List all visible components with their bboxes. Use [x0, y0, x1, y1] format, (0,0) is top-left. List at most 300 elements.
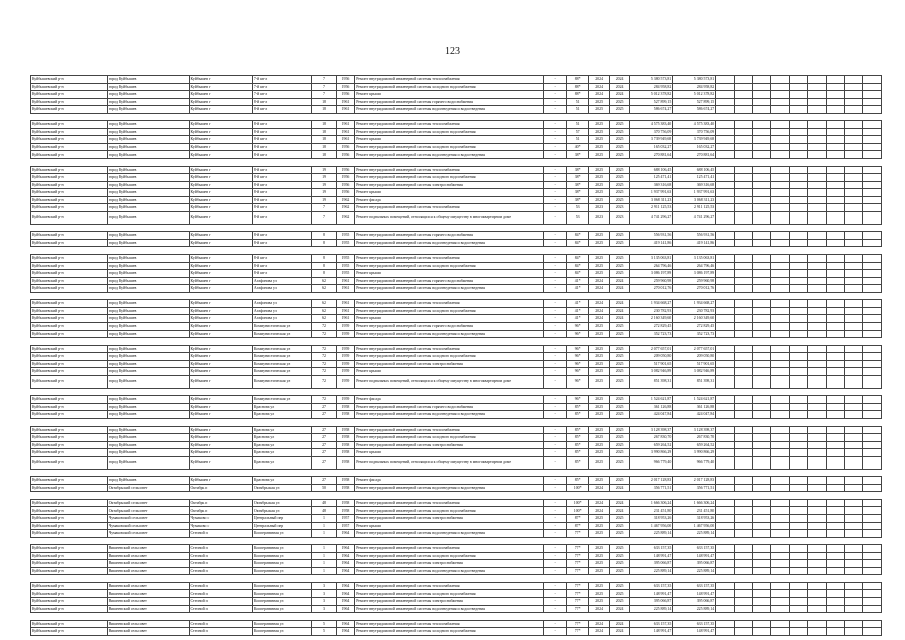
cell-cost-total: 3 086 197,89: [630, 270, 673, 278]
cell-year: 1958: [336, 441, 354, 449]
cell-wear: 77*: [566, 628, 589, 636]
table-row: [31, 456, 882, 469]
cell-wear: 84*: [566, 239, 589, 247]
cell-house: 19: [312, 189, 337, 197]
cell-year: 1956: [336, 76, 354, 84]
cell-municipality: город Куйбышев: [107, 211, 189, 224]
table-gap-row: [31, 113, 882, 121]
cell-empty: [863, 98, 882, 106]
cell-empty: [716, 181, 734, 189]
cell-empty: [753, 360, 771, 368]
cell-district: Куйбышевский р-н: [31, 315, 108, 323]
cell-plan-end: 2025: [609, 151, 629, 159]
cell-street: Агафонова ул: [252, 307, 311, 315]
cell-empty: [734, 196, 752, 204]
cell-empty: [753, 396, 771, 404]
cell-dash: -: [544, 449, 567, 457]
cell-work-type: Ремонт внутридомовой инженерной системы электроснабжения: [355, 560, 544, 568]
cell-settlement: Куйбышев г: [189, 174, 252, 182]
cell-cost-fund: 352 723,73: [673, 330, 716, 338]
cell-settlement: Куйбышев г: [189, 232, 252, 240]
cell-street: 7-й кв-л: [252, 91, 311, 99]
table-row: [31, 322, 882, 330]
cell-house: 48: [312, 499, 337, 507]
cell-empty: [826, 322, 844, 330]
cell-empty: [716, 315, 734, 323]
cell-empty: [771, 605, 789, 613]
cell-empty: [734, 598, 752, 606]
cell-empty: [826, 484, 844, 492]
cell-year: 1962: [336, 204, 354, 212]
table-row: [31, 477, 882, 485]
cell-empty: [753, 545, 771, 553]
cell-settlement: Куйбышев г: [189, 128, 252, 136]
cell-settlement: Куйбышев г: [189, 300, 252, 308]
table-row: [31, 522, 882, 530]
cell-wear: 38*: [566, 166, 589, 174]
cell-street: Коммунистическая ул: [252, 330, 311, 338]
cell-work-type: Ремонт внутридомовой инженерной системы холодного водоснабжения: [355, 83, 544, 91]
gap-cell: [31, 469, 882, 477]
cell-district: Куйбышевский р-н: [31, 196, 108, 204]
cell-empty: [753, 211, 771, 224]
cell-empty: [826, 307, 844, 315]
cell-year: 1956: [336, 143, 354, 151]
cell-cost-fund: 395 066,87: [673, 598, 716, 606]
cell-year: 1958: [336, 507, 354, 515]
cell-empty: [753, 484, 771, 492]
cell-plan-end: 2024: [609, 307, 629, 315]
cell-empty: [753, 121, 771, 129]
cell-dash: -: [544, 545, 567, 553]
cell-municipality: Октябрьский сельсовет: [107, 507, 189, 515]
cell-plan-end: 2025: [609, 368, 629, 376]
table-gap-row: [31, 292, 882, 300]
cell-district: Куйбышевский р-н: [31, 345, 108, 353]
cell-work-type: Ремонт крыши: [355, 270, 544, 278]
cell-plan-end: 2025: [609, 270, 629, 278]
cell-empty: [826, 98, 844, 106]
cell-empty: [716, 166, 734, 174]
cell-cost-total: 209 050,80: [630, 353, 673, 361]
cell-plan-start: 2025: [589, 522, 609, 530]
cell-empty: [826, 151, 844, 159]
cell-empty: [789, 211, 807, 224]
cell-empty: [808, 567, 826, 575]
cell-empty: [789, 375, 807, 388]
gap-cell: [31, 613, 882, 621]
cell-empty: [789, 522, 807, 530]
table-row: [31, 628, 882, 636]
cell-empty: [808, 449, 826, 457]
cell-municipality: город Куйбышев: [107, 330, 189, 338]
cell-empty: [808, 166, 826, 174]
cell-district: Куйбышевский р-н: [31, 375, 108, 388]
cell-empty: [808, 174, 826, 182]
cell-year: 1961: [336, 315, 354, 323]
cell-empty: [826, 174, 844, 182]
cell-settlement: Октябрь п: [189, 484, 252, 492]
cell-plan-start: 2025: [589, 368, 609, 376]
cell-municipality: город Куйбышев: [107, 121, 189, 129]
cell-empty: [826, 330, 844, 338]
cell-empty: [863, 507, 882, 515]
cell-empty: [716, 530, 734, 538]
cell-empty: [734, 560, 752, 568]
cell-empty: [826, 91, 844, 99]
cell-empty: [734, 189, 752, 197]
cell-dash: -: [544, 582, 567, 590]
cell-dash: -: [544, 262, 567, 270]
cell-plan-end: 2025: [609, 590, 629, 598]
cell-empty: [716, 434, 734, 442]
cell-empty: [863, 181, 882, 189]
cell-empty: [826, 545, 844, 553]
cell-cost-fund: 361 126,88: [673, 403, 716, 411]
cell-empty: [716, 204, 734, 212]
cell-empty: [826, 189, 844, 197]
cell-empty: [771, 396, 789, 404]
cell-street: Агафонова ул: [252, 277, 311, 285]
cell-house: 8: [312, 239, 337, 247]
cell-year: 1959: [336, 360, 354, 368]
cell-district: Куйбышевский р-н: [31, 204, 108, 212]
cell-settlement: Куйбышев г: [189, 345, 252, 353]
cell-district: Куйбышевский р-н: [31, 426, 108, 434]
table-gap-row: [31, 224, 882, 232]
table-row: [31, 449, 882, 457]
cell-empty: [845, 307, 863, 315]
cell-municipality: город Куйбышев: [107, 255, 189, 263]
cell-empty: [716, 582, 734, 590]
cell-street: Коммунистическая ул: [252, 345, 311, 353]
cell-empty: [863, 166, 882, 174]
cell-work-type: Ремонт внутридомовой инженерной системы холодного водоснабжения: [355, 628, 544, 636]
cell-empty: [826, 83, 844, 91]
cell-plan-start: 2025: [589, 262, 609, 270]
cell-empty: [863, 499, 882, 507]
cell-plan-start: 2025: [589, 375, 609, 388]
table-row: [31, 181, 882, 189]
cell-municipality: город Куйбышев: [107, 262, 189, 270]
cell-house: 72: [312, 330, 337, 338]
cell-empty: [808, 522, 826, 530]
cell-dash: -: [544, 530, 567, 538]
cell-empty: [753, 151, 771, 159]
cell-wear: 77*: [566, 530, 589, 538]
cell-empty: [716, 322, 734, 330]
cell-empty: [845, 477, 863, 485]
cell-settlement: Степной п: [189, 598, 252, 606]
cell-empty: [845, 434, 863, 442]
cell-settlement: Куйбышев г: [189, 196, 252, 204]
table-row: [31, 83, 882, 91]
cell-year: 1961: [336, 285, 354, 293]
cell-empty: [734, 620, 752, 628]
cell-empty: [845, 98, 863, 106]
cell-empty: [863, 211, 882, 224]
cell-empty: [863, 136, 882, 144]
cell-empty: [734, 530, 752, 538]
cell-empty: [826, 449, 844, 457]
cell-empty: [789, 83, 807, 91]
cell-district: Куйбышевский р-н: [31, 121, 108, 129]
cell-house: 5: [312, 620, 337, 628]
cell-empty: [845, 83, 863, 91]
gap-cell: [31, 418, 882, 426]
table-row: [31, 345, 882, 353]
cell-year: 1962: [336, 196, 354, 204]
cell-cost-fund: 369 316,68: [673, 181, 716, 189]
cell-empty: [734, 136, 752, 144]
cell-empty: [734, 307, 752, 315]
cell-dash: -: [544, 330, 567, 338]
cell-wear: 53: [566, 211, 589, 224]
cell-empty: [826, 300, 844, 308]
cell-plan-end: 2025: [609, 360, 629, 368]
cell-empty: [753, 136, 771, 144]
cell-cost-fund: 5 380 573,81: [673, 76, 716, 84]
cell-empty: [716, 128, 734, 136]
cell-settlement: Куйбышев г: [189, 449, 252, 457]
cell-work-type: Ремонт внутридомовой инженерной системы теплоснабжения: [355, 545, 544, 553]
cell-cost-total: 225 889,14: [630, 530, 673, 538]
cell-cost-total: 3 128 398,37: [630, 426, 673, 434]
cell-empty: [753, 128, 771, 136]
cell-year: 1958: [336, 456, 354, 469]
cell-empty: [716, 232, 734, 240]
cell-empty: [789, 353, 807, 361]
cell-empty: [789, 582, 807, 590]
cell-empty: [863, 204, 882, 212]
table-row: [31, 91, 882, 99]
cell-street: Октябрьская ул: [252, 484, 311, 492]
cell-empty: [753, 196, 771, 204]
cell-cost-fund: 148 991,47: [673, 552, 716, 560]
cell-empty: [808, 484, 826, 492]
cell-empty: [845, 582, 863, 590]
cell-cost-fund: 395 066,87: [673, 560, 716, 568]
cell-empty: [789, 322, 807, 330]
cell-empty: [863, 434, 882, 442]
cell-settlement: Степной п: [189, 620, 252, 628]
cell-year: 1964: [336, 628, 354, 636]
cell-wear: 85*: [566, 456, 589, 469]
cell-empty: [845, 255, 863, 263]
cell-year: 1958: [336, 411, 354, 419]
cell-cost-fund: 851 398,31: [673, 375, 716, 388]
cell-municipality: город Куйбышев: [107, 449, 189, 457]
cell-wear: 41*: [566, 277, 589, 285]
cell-plan-end: 2025: [609, 345, 629, 353]
cell-empty: [734, 121, 752, 129]
cell-empty: [753, 204, 771, 212]
table-row: [31, 239, 882, 247]
table-row: [31, 560, 882, 568]
cell-empty: [716, 98, 734, 106]
table-row: [31, 300, 882, 308]
cell-district: Куйбышевский р-н: [31, 270, 108, 278]
cell-plan-start: 2025: [589, 567, 609, 575]
cell-house: 1: [312, 560, 337, 568]
cell-empty: [826, 499, 844, 507]
cell-empty: [753, 315, 771, 323]
cell-empty: [808, 552, 826, 560]
cell-district: Куйбышевский р-н: [31, 507, 108, 515]
cell-house: 3: [312, 598, 337, 606]
cell-empty: [771, 76, 789, 84]
cell-work-type: Ремонт внутридомовой инженерной системы горячего водоснабжения: [355, 98, 544, 106]
cell-empty: [826, 121, 844, 129]
cell-empty: [771, 368, 789, 376]
cell-plan-end: 2025: [609, 560, 629, 568]
cell-plan-end: 2025: [609, 530, 629, 538]
cell-dash: -: [544, 204, 567, 212]
cell-year: 1959: [336, 396, 354, 404]
cell-empty: [771, 403, 789, 411]
cell-wear: 51: [566, 121, 589, 129]
cell-work-type: Ремонт подвальных помещений, относящихся к общему имуществу в многоквартирном доме: [355, 211, 544, 224]
cell-empty: [716, 477, 734, 485]
cell-empty: [734, 76, 752, 84]
cell-cost-total: 1 524 621,87: [630, 396, 673, 404]
cell-cost-total: 1 934 668,27: [630, 300, 673, 308]
cell-empty: [734, 300, 752, 308]
cell-cost-total: 148 991,47: [630, 628, 673, 636]
cell-empty: [863, 270, 882, 278]
cell-street: Краснова ул: [252, 434, 311, 442]
cell-empty: [753, 330, 771, 338]
cell-empty: [826, 262, 844, 270]
cell-wear: 77*: [566, 620, 589, 628]
cell-empty: [863, 484, 882, 492]
cell-dash: -: [544, 121, 567, 129]
cell-dash: -: [544, 98, 567, 106]
cell-empty: [771, 620, 789, 628]
cell-empty: [716, 590, 734, 598]
cell-street: Кооперативная ул: [252, 567, 311, 575]
cell-street: Коммунистическая ул: [252, 360, 311, 368]
cell-work-type: Ремонт внутридомовой инженерной системы водоотведения и водоотведения: [355, 411, 544, 419]
cell-wear: 96*: [566, 353, 589, 361]
cell-empty: [826, 375, 844, 388]
cell-municipality: Вишневский сельсовет: [107, 567, 189, 575]
cell-wear: 77*: [566, 605, 589, 613]
cell-year: 1964: [336, 552, 354, 560]
cell-empty: [734, 211, 752, 224]
cell-house: 72: [312, 322, 337, 330]
cell-empty: [845, 499, 863, 507]
cell-cost-fund: 259 960,98: [673, 277, 716, 285]
cell-settlement: Степной п: [189, 590, 252, 598]
cell-cost-total: 267 830,70: [630, 434, 673, 442]
cell-work-type: Ремонт внутридомовой инженерной системы электроснабжения: [355, 360, 544, 368]
cell-cost-total: 5 012 378,82: [630, 91, 673, 99]
cell-year: 1955: [336, 255, 354, 263]
cell-empty: [734, 151, 752, 159]
cell-wear: 100*: [566, 507, 589, 515]
cell-municipality: Вишневский сельсовет: [107, 582, 189, 590]
cell-empty: [789, 181, 807, 189]
cell-municipality: Вишневский сельсовет: [107, 628, 189, 636]
cell-empty: [845, 232, 863, 240]
cell-empty: [826, 530, 844, 538]
cell-empty: [789, 204, 807, 212]
cell-plan-end: 2025: [609, 456, 629, 469]
cell-empty: [789, 507, 807, 515]
cell-plan-end: 2024: [609, 277, 629, 285]
cell-empty: [863, 106, 882, 114]
cell-street: Коммунистическая ул: [252, 396, 311, 404]
cell-district: Куйбышевский р-н: [31, 91, 108, 99]
cell-house: 27: [312, 403, 337, 411]
table-row: [31, 174, 882, 182]
cell-work-type: Ремонт внутридомовой инженерной системы холодного водоснабжения: [355, 353, 544, 361]
cell-empty: [716, 403, 734, 411]
cell-empty: [753, 426, 771, 434]
cell-year: 1955: [336, 270, 354, 278]
cell-empty: [845, 530, 863, 538]
cell-empty: [826, 514, 844, 522]
cell-empty: [716, 560, 734, 568]
cell-empty: [808, 411, 826, 419]
cell-wear: 40*: [566, 143, 589, 151]
cell-street: Кооперативная ул: [252, 628, 311, 636]
cell-empty: [771, 196, 789, 204]
cell-municipality: Чумаковский сельсовет: [107, 530, 189, 538]
cell-house: 27: [312, 477, 337, 485]
cell-cost-fund: 231 451,80: [673, 507, 716, 515]
cell-cost-fund: 3 086 197,89: [673, 270, 716, 278]
cell-empty: [845, 484, 863, 492]
cell-empty: [753, 166, 771, 174]
cell-empty: [753, 456, 771, 469]
cell-empty: [826, 136, 844, 144]
cell-year: 1964: [336, 567, 354, 575]
cell-year: 1962: [336, 211, 354, 224]
cell-district: Куйбышевский р-н: [31, 151, 108, 159]
table-row: [31, 368, 882, 376]
cell-empty: [845, 403, 863, 411]
repair-program-table: [30, 75, 882, 636]
cell-work-type: Ремонт внутридомовой инженерной системы теплоснабжения: [355, 76, 544, 84]
cell-house: 18: [312, 136, 337, 144]
cell-cost-total: 4 741 296,27: [630, 211, 673, 224]
cell-empty: [771, 375, 789, 388]
cell-street: 8-й кв-л: [252, 255, 311, 263]
cell-empty: [789, 456, 807, 469]
cell-wear: 51: [566, 136, 589, 144]
cell-plan-start: 2025: [589, 106, 609, 114]
cell-cost-total: 556 931,56: [630, 232, 673, 240]
cell-empty: [771, 277, 789, 285]
cell-plan-end: 2025: [609, 189, 629, 197]
cell-house: 7: [312, 91, 337, 99]
cell-dash: -: [544, 590, 567, 598]
cell-dash: -: [544, 522, 567, 530]
cell-year: 1964: [336, 590, 354, 598]
cell-empty: [753, 91, 771, 99]
cell-empty: [734, 449, 752, 457]
cell-house: 62: [312, 315, 337, 323]
cell-empty: [845, 426, 863, 434]
cell-municipality: Вишневский сельсовет: [107, 560, 189, 568]
cell-cost-total: 3 739 949,68: [630, 136, 673, 144]
cell-year: 1955: [336, 262, 354, 270]
cell-cost-fund: 633 157,35: [673, 620, 716, 628]
table-row: [31, 270, 882, 278]
cell-work-type: Ремонт внутридомовой инженерной системы теплоснабжения: [355, 166, 544, 174]
